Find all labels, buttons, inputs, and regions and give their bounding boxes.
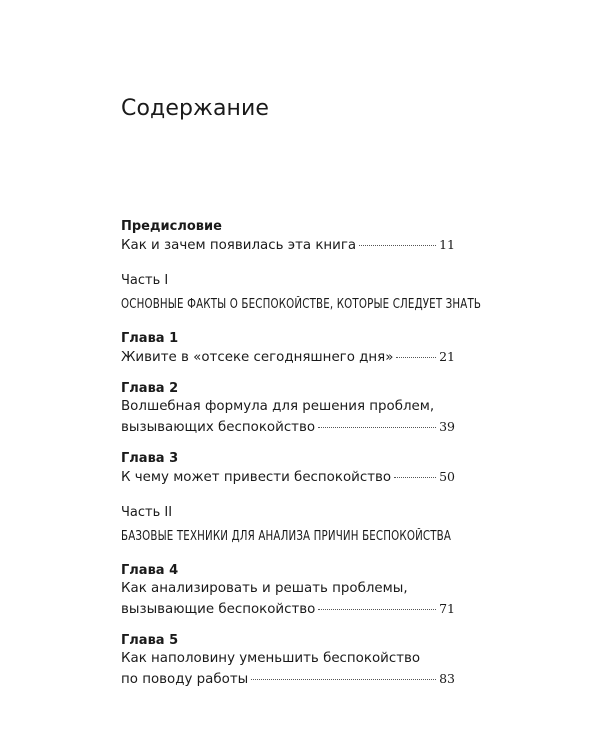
chapter-5-page-number: 83 [439, 671, 455, 686]
preface-title: Как и зачем появилась эта книга [121, 238, 357, 253]
preface-line[interactable] [121, 235, 455, 256]
toc-entry-preface [121, 218, 455, 256]
chapter-5-label: Глава 5 [121, 633, 179, 648]
dot-leader [359, 245, 436, 246]
part-1-label: Часть I [121, 273, 169, 288]
chapter-5-line[interactable] [121, 669, 455, 690]
chapter-2-title-line-2: вызывающих беспокойство [121, 420, 316, 435]
table-of-contents [121, 218, 482, 690]
dot-leader [318, 427, 436, 428]
toc-entry-chapter-1 [121, 330, 455, 368]
chapter-4-label: Глава 4 [121, 563, 179, 578]
preface-page-number: 11 [439, 237, 455, 252]
chapter-2-label: Глава 2 [121, 381, 179, 396]
chapter-2-line[interactable] [121, 417, 455, 438]
chapter-2-title-line-1[interactable]: Волшебная формула для решения проблем, [121, 399, 435, 414]
chapter-2-page-number: 39 [439, 419, 455, 434]
chapter-1-title: Живите в «отсеке сегодняшнего дня» [121, 350, 394, 365]
dot-leader [394, 477, 436, 478]
chapter-4-title-line-2: вызывающие беспокойство [121, 602, 316, 617]
chapter-1-line[interactable] [121, 347, 455, 368]
chapter-3-title: К чему может привести беспокойство [121, 470, 392, 485]
page-title: Содержание [121, 96, 270, 121]
toc-entry-chapter-5 [121, 632, 455, 690]
toc-entry-chapter-2 [121, 380, 455, 438]
chapter-3-page-number: 50 [439, 469, 455, 484]
dot-leader [318, 609, 436, 610]
chapter-1-label: Глава 1 [121, 331, 179, 346]
dot-leader [396, 357, 436, 358]
chapter-3-label: Глава 3 [121, 451, 179, 466]
dot-leader [251, 679, 436, 680]
preface-label: Предисловие [121, 219, 222, 234]
chapter-1-page-number: 21 [439, 349, 455, 364]
part-2-heading: БАЗОВЫЕ ТЕХНИКИ ДЛЯ АНАЛИЗА ПРИЧИН БЕСПОКОЙСТВА [121, 529, 452, 544]
chapter-5-title-line-2: по поводу работы [121, 672, 249, 687]
toc-part-2 [121, 504, 455, 546]
chapter-5-title-line-1[interactable]: Как наполовину уменьшить беспокойство [121, 651, 421, 666]
chapter-4-line[interactable] [121, 599, 455, 620]
toc-entry-chapter-3 [121, 450, 455, 488]
chapter-3-line[interactable] [121, 467, 455, 488]
toc-entry-chapter-4 [121, 562, 455, 620]
chapter-4-title-line-1[interactable]: Как анализировать и решать проблемы, [121, 581, 408, 596]
toc-part-1 [121, 272, 482, 314]
part-1-heading: ОСНОВНЫЕ ФАКТЫ О БЕСПОКОЙСТВЕ, КОТОРЫЕ СЛЕДУЕТ ЗНАТЬ [121, 297, 482, 312]
chapter-4-page-number: 71 [439, 601, 455, 616]
part-2-label: Часть II [121, 505, 173, 520]
